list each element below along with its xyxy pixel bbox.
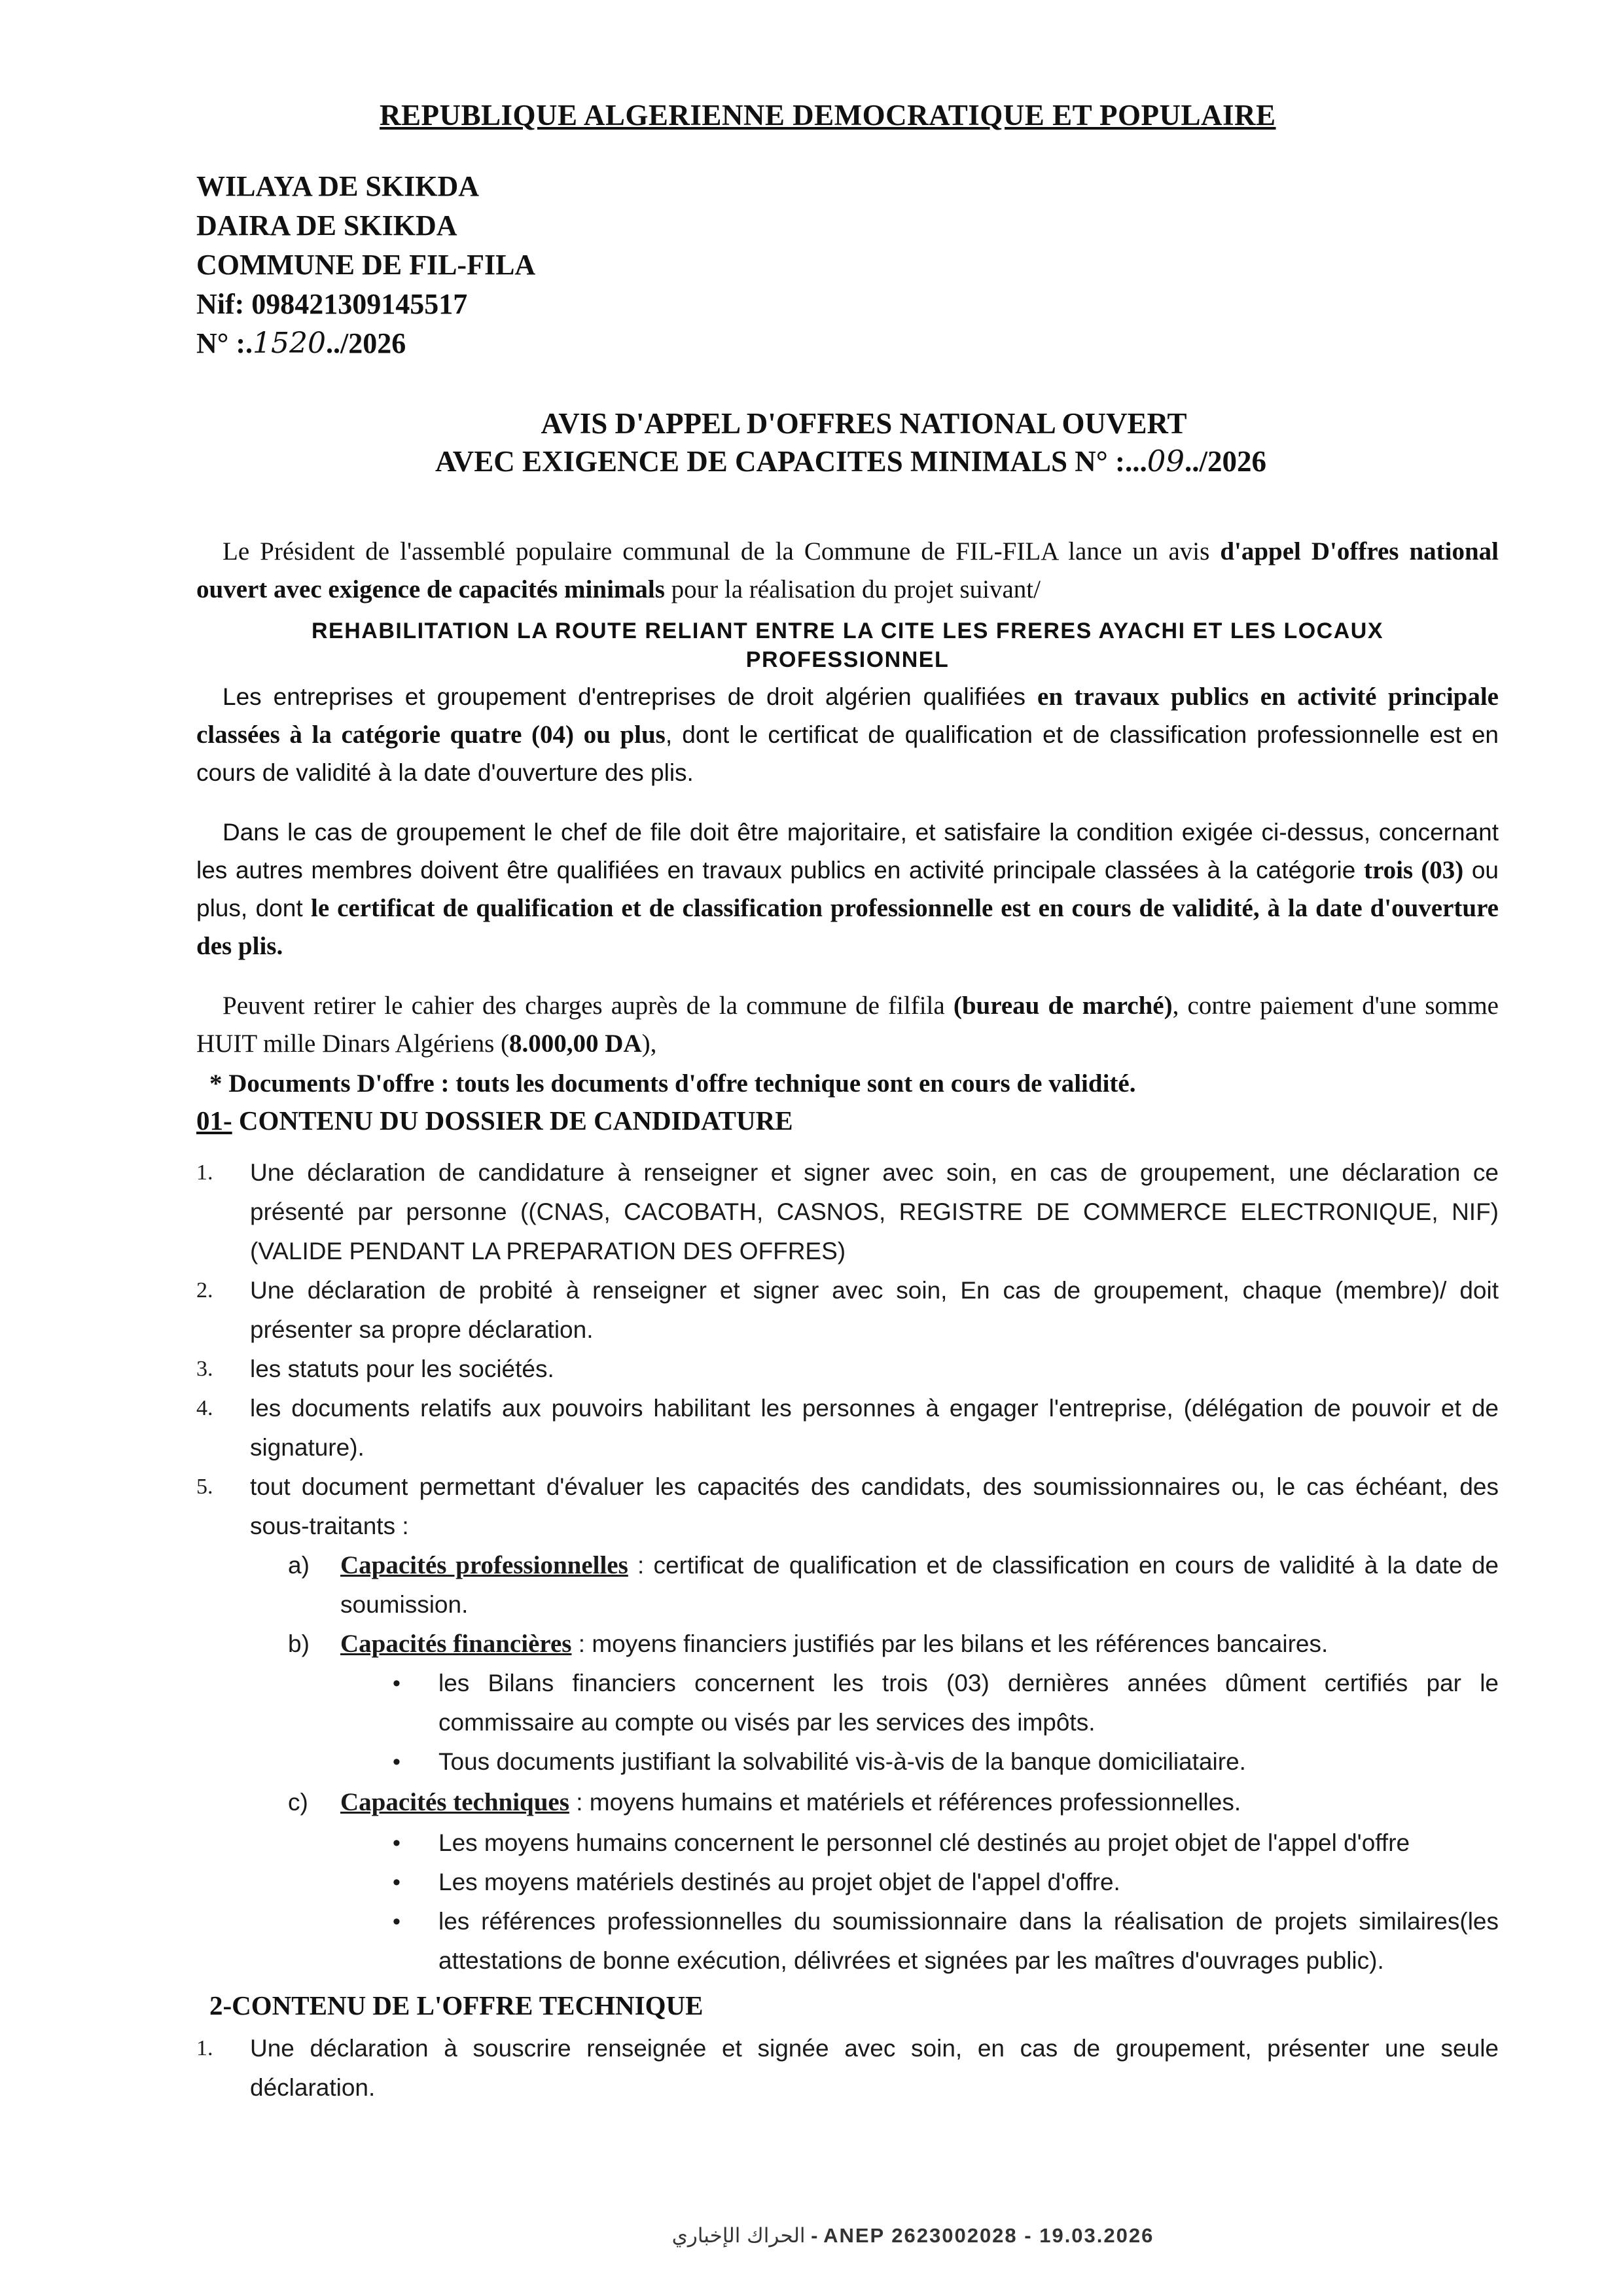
wilaya-line: WILAYA DE SKIKDA bbox=[196, 170, 480, 202]
nif-line: Nif: 098421309145517 bbox=[196, 288, 468, 320]
handwritten-number: 1520 bbox=[253, 327, 327, 360]
tender-title-line1: AVIS D'APPEL D'OFFRES NATIONAL OUVERT bbox=[541, 407, 1187, 440]
project-title: REHABILITATION LA ROUTE RELIANT ENTRE LA CITE LES FRERES AYACHI ET LES LOCAUX PROFESSIONNEL bbox=[311, 619, 1383, 672]
intro-paragraph: Le Président de l'assemblé populaire communal de la Commune de FIL-FILA lance un avis d'appel D'offres national ouvert avec exigence de capacités minimals pour la réalisation du projet suivant/ bbox=[196, 537, 1499, 603]
section1-heading: 01- CONTENU DU DOSSIER DE CANDIDATURE bbox=[196, 1105, 793, 1136]
republic-title: REPUBLIQUE ALGERIENNE DEMOCRATIQUE ET POPULAIRE bbox=[380, 99, 1276, 132]
publication-footer bbox=[0, 2224, 1623, 2248]
issuer-block bbox=[196, 167, 535, 363]
bullet-item: • Les moyens humains concernent le personnel clé destinés au projet objet de l'appel d'offre bbox=[393, 1829, 1410, 1856]
section2-heading: 2-CONTENU DE L'OFFRE TECHNIQUE bbox=[209, 1990, 704, 2020]
bullet-item: • les Bilans financiers concernent les trois (03) dernières années dûment certifiés par le commissaire au compte ou visés par les services des impôts. bbox=[393, 1670, 1499, 1736]
tender-title-line2: AVEC EXIGENCE DE CAPACITES MINIMALS N° :...09../2026 bbox=[435, 444, 1266, 478]
tender-title bbox=[0, 404, 1623, 480]
documents-note: * Documents D'offre : touts les documents d'offre technique sont en cours de validité. bbox=[209, 1069, 1136, 1098]
capacity-professional: a) Capacités professionnelles : certificat de qualification et de classification en cours de validité à la date de soumission. bbox=[288, 1551, 1499, 1618]
capacity-financial: b) Capacités financières : moyens financiers justifiés par les bilans et les références bancaires. bbox=[288, 1630, 1329, 1658]
bullet-item: • les références professionnelles du soumissionnaire dans la réalisation de projets similaires(les attestations de bonne exécution, délivrées et signées par les maîtres d'ouvrages public). bbox=[393, 1908, 1499, 1974]
bullet-item: • Les moyens matériels destinés au projet objet de l'appel d'offre. bbox=[393, 1869, 1120, 1895]
reference-number: N° :.1520../2026 bbox=[196, 327, 406, 360]
list-item: 2. Une déclaration de probité à renseigner et signer avec soin, En cas de groupement, chaque (membre)/ doit présenter sa propre déclaration. bbox=[196, 1277, 1499, 1343]
eligibility-paragraph: Les entreprises et groupement d'entreprises de droit algérien qualifiées en travaux publics en activité principale classées à la catégorie quatre (04) ou plus, dont le certificat de qualification et de classification professionnelle est en cours de validité à la date d'ouverture des plis. bbox=[196, 683, 1499, 786]
newspaper-name: الحراك الإخباري bbox=[671, 2224, 806, 2248]
list-item: 1. Une déclaration de candidature à renseigner et signer avec soin, en cas de groupement, une déclaration ce présenté par personne ((CNAS, CACOBATH, CASNOS, REGISTRE DE COMMERCE ELECTRONIQUE, NIF) (VALIDE PENDANT LA PREPARATION DES OFFRES) bbox=[196, 1159, 1499, 1265]
capacity-technical: c) Capacités techniques : moyens humains et matériels et références professionnelles. bbox=[288, 1788, 1241, 1816]
grouping-paragraph: Dans le cas de groupement le chef de file doit être majoritaire, et satisfaire la condition exigée ci-dessus, concernant les autres membres doivent être qualifiées en travaux publics en activité principale classées à la catégorie trois (03) ou plus, dont le certificat de qualification et de classification professionnelle est en cours de validité, à la date d'ouverture des plis. bbox=[196, 819, 1499, 960]
withdrawal-paragraph: Peuvent retirer le cahier des charges auprès de la commune de filfila (bureau de marché), contre paiement d'une somme HUIT mille Dinars Algériens (8.000,00 DA), bbox=[196, 992, 1499, 1058]
bullet-item: • Tous documents justifiant la solvabilité vis-à-vis de la banque domiciliataire. bbox=[393, 1748, 1246, 1775]
list-item: 5. tout document permettant d'évaluer les capacités des candidats, des soumissionnaires ou, le cas échéant, des sous-traitants : bbox=[196, 1473, 1499, 1539]
list-item: 3. les statuts pour les sociétés. bbox=[196, 1355, 554, 1382]
list-item: 4. les documents relatifs aux pouvoirs habilitant les personnes à engager l'entreprise, (délégation de pouvoir et de signature). bbox=[196, 1395, 1499, 1461]
daira-line: DAIRA DE SKIKDA bbox=[196, 209, 457, 242]
handwritten-tender-number: 09 bbox=[1147, 444, 1185, 478]
anep-reference: - ANEP 2623002028 - 19.03.2026 bbox=[805, 2224, 1154, 2247]
list-item: 1. Une déclaration à souscrire renseignée et signée avec soin, en cas de groupement, présenter une seule déclaration. bbox=[196, 2035, 1499, 2101]
commune-line: COMMUNE DE FIL-FILA bbox=[196, 249, 536, 281]
